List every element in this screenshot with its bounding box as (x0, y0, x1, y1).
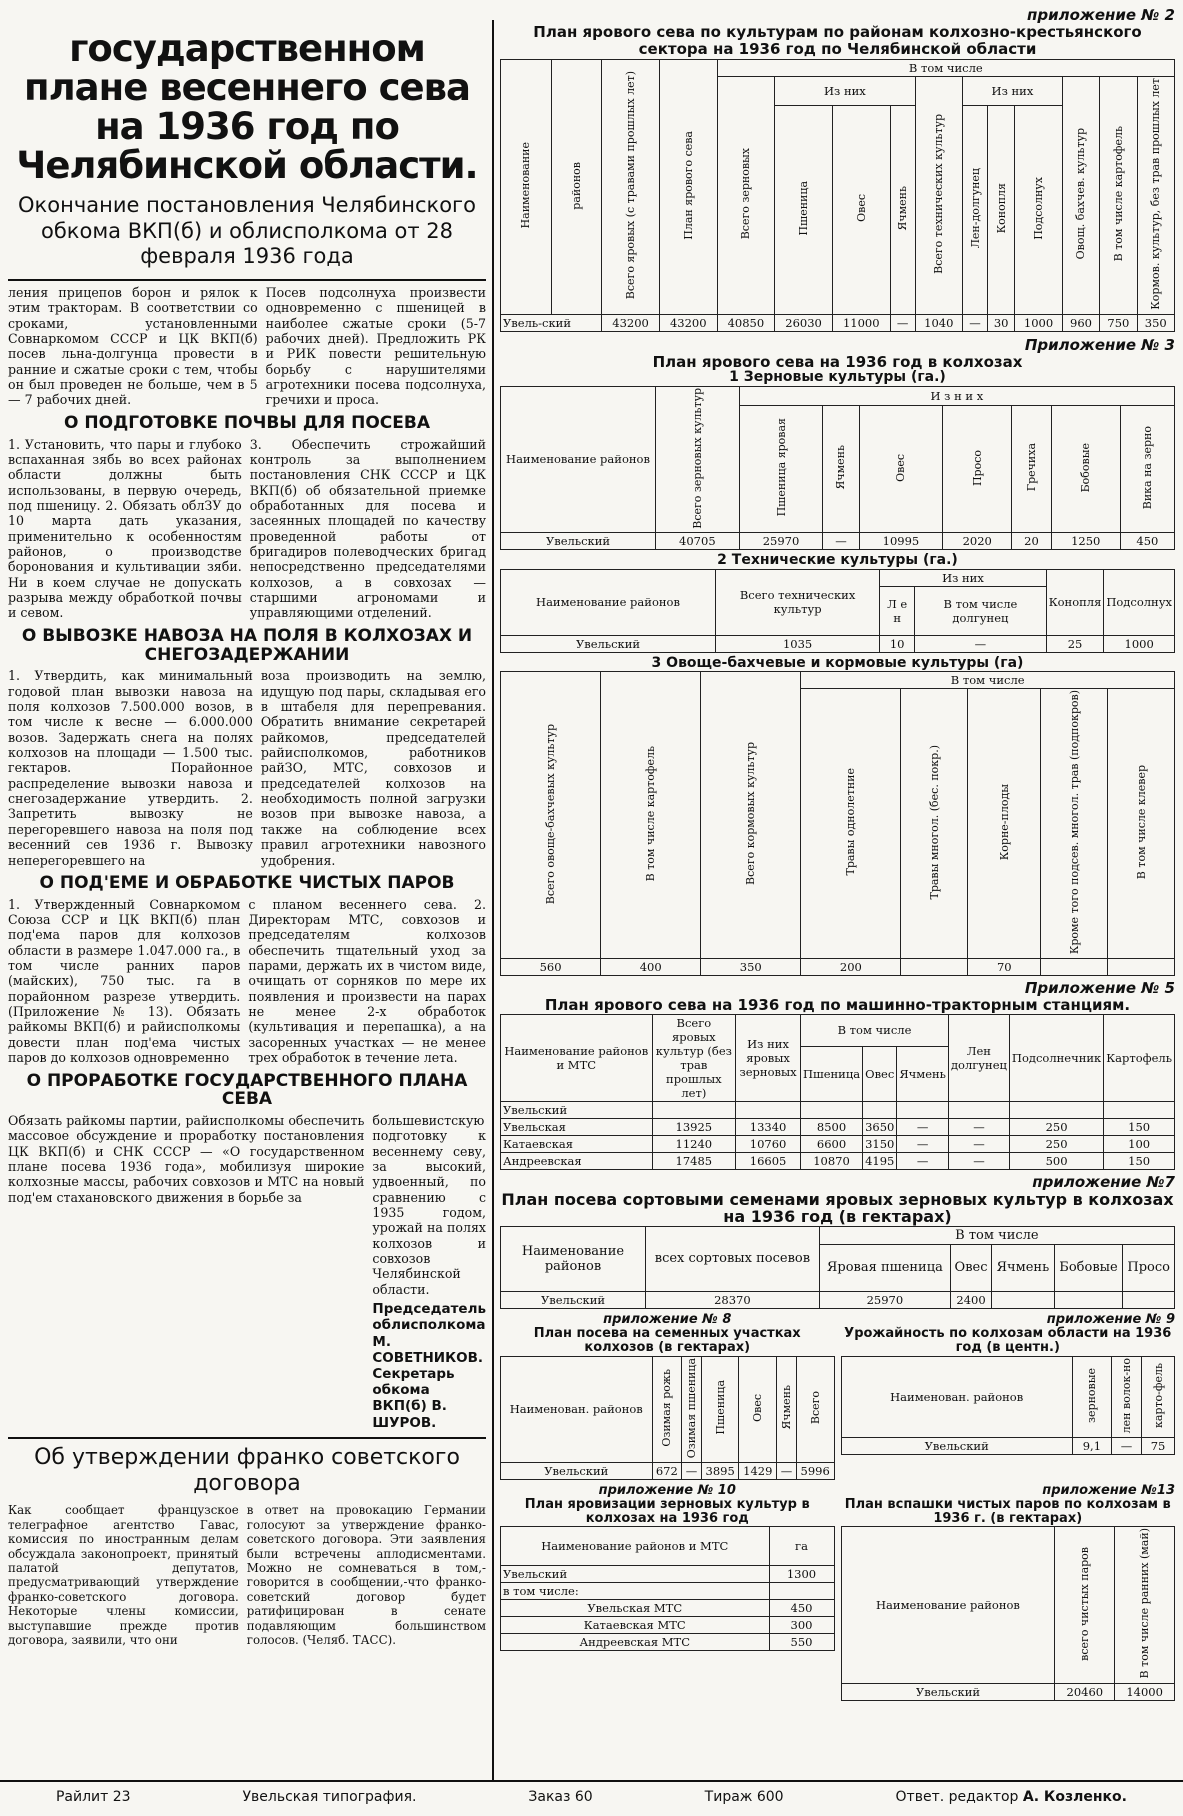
t3-header: Бобовые (1051, 405, 1120, 533)
t2-header: Овес (832, 105, 890, 314)
t3b-group: Из них (880, 569, 1047, 586)
table-10 (500, 1526, 835, 1651)
t2-header: Всего технических культур (915, 77, 963, 315)
table-row: Андреевская МТС 550 (501, 1634, 835, 1651)
editor-name: А. Козленко. (1022, 1789, 1127, 1805)
appendix-2-label: приложение № 2 (1027, 6, 1175, 24)
table-row: Увельский 40705 25970 — 10995 2020 20 1250 450 (501, 533, 1175, 550)
t7-header: Наименование районов (501, 1226, 646, 1291)
table-5 (500, 1014, 1175, 1170)
t8-header: Всего (796, 1356, 834, 1462)
appendix-5-label: Приложение № 5 (1024, 979, 1175, 998)
table-row: Увельский 1035 10 — 25 1000 (501, 635, 1175, 652)
section-title-plan: О ПРОРАБОТКЕ ГОСУДАРСТВЕННОГО ПЛАНА СЕВА (26, 1070, 468, 1110)
t13-header: Наименование районов (841, 1527, 1055, 1683)
table-2 (500, 59, 1175, 332)
table-3-sub-grain: 1 Зерновые культуры (га.) (729, 369, 946, 386)
table-7 (500, 1226, 1175, 1309)
t5-header: Овес (863, 1046, 897, 1101)
t3-header: Овес (859, 405, 943, 533)
t2-header: Конопля (988, 105, 1015, 314)
t3c-header: Всего овоще-бахчевых культур (501, 672, 601, 959)
t2-header: Всего зерновых (717, 77, 775, 315)
t8-header: Овес (739, 1356, 777, 1462)
table-row: Увельский 9,1 — 75 (841, 1437, 1175, 1454)
print-run: Тираж 600 (704, 1789, 784, 1805)
t13-header: В том числе ранних (май) (1115, 1527, 1175, 1683)
table-5-title: План ярового сева на 1936 год по машинно-тракторным станциям. (544, 996, 1131, 1015)
table-row: Андреевская 17485 16605 10870 4195 — — 500 150 (501, 1152, 1175, 1169)
t3-group: И з н и х (739, 386, 1174, 405)
t2-header: Лен-долгунец (963, 105, 988, 314)
table-row: Увельский 672 — 3895 1429 — 5996 (501, 1462, 835, 1479)
t9-header: зерновые (1072, 1356, 1111, 1437)
table-row: Увельский 20460 14000 (841, 1683, 1175, 1700)
t3-header: Наименование районов (501, 386, 656, 533)
table-row: Увельская МТС 450 (501, 1600, 835, 1617)
t2-group: Из них (963, 77, 1063, 106)
t5-header: Всего яровых культур (без трав прошлых лет) (652, 1014, 736, 1101)
imprint-footer (0, 1780, 1183, 1812)
t5-header: Ячмень (897, 1046, 949, 1101)
table-2-title: План ярового сева по культурам по районам колхозно-крестьянского сектора на 1936 год по Челябинской области (533, 23, 1142, 58)
subhead: Окончание постановления Челябинского обкома ВКП(б) и облисполкома от 28 февраля 1936 года (18, 193, 476, 268)
t8-header: Пшеница (701, 1356, 739, 1462)
t3-header: Ячмень (823, 405, 859, 533)
table-7-title: План посева сортовыми семенами яровых зерновых культур в колхозах на 1936 год (в гектарах) (501, 1189, 1174, 1227)
t2-header: План ярового сева (659, 60, 717, 315)
t3c-header: Всего кормовых культур (701, 672, 801, 959)
t5-group: В том числе (800, 1014, 948, 1046)
t5-header: Пшеница (800, 1046, 862, 1101)
t5-header: Наименование районов и МТС (501, 1014, 653, 1101)
table-8 (500, 1356, 835, 1480)
table-row: Увельская 13925 13340 8500 3650 — — 250 150 (501, 1118, 1175, 1135)
t3-header: Просо (943, 405, 1012, 533)
table-row: Увельский 1300 (501, 1566, 835, 1583)
t7-group: В том числе (819, 1226, 1174, 1244)
section-fallow-text-a: 1. Утвержденный Совнаркомом Союза ССР и ЦК ВКП(б) план под'ема паров для колхозов области в размере 1.047.000 га., в том числе ранних паров (майских), 750 тыс. га в порайонном разрезе утвердить. (Приложение № 13). Обязать райкомы ВКП(б) и райисполкомы довести план под'ема чистых паров до колхозов одновременно (8, 896, 241, 1066)
t10-header: Наименование районов и МТС (501, 1527, 770, 1566)
t8-header: Озимая рожь (652, 1356, 682, 1462)
t7-header: Просо (1123, 1244, 1175, 1291)
divider (8, 1437, 486, 1439)
censor-number: Райлит 23 (55, 1789, 131, 1805)
t3b-header: Наименование районов (501, 569, 716, 635)
news-text-a: Как сообщает французское телеграфное агентство Гавас, комиссия по иностранным делам обсуждала законопроект, принятый палатой депутатов, предусматривающий утверждение франко-советского договора. Некоторые члены комиссии, выступавшие прежде против договора, заявили, что они (8, 1503, 239, 1647)
signature-chairman: Председатель облисполкома М. СОВЕТНИКОВ. (372, 1301, 486, 1366)
t7-header: всех сортовых посевов (646, 1226, 820, 1291)
t3b-header: Л е н (880, 586, 915, 635)
t3b-header: Конопля (1046, 569, 1104, 635)
t5-header: Подсолнечник (1009, 1014, 1103, 1101)
table-row: Катаевская 11240 10760 6600 3150 — — 250 100 (501, 1135, 1175, 1152)
t2-group: В том числе (717, 60, 1174, 77)
intro-text-b: Посев подсолнуха произвести одновременно с пшеницей в наиболее сжатые сроки (5-7 рабочих дней). Предложить РК и РИК повести решительную борьбу с нарушителями агротехники посева подсолнуха, гречихи и проса. (265, 284, 486, 408)
t3c-header: Травы многол. (бес. покр.) (901, 689, 968, 959)
table-3-title: План ярового сева на 1936 год в колхозах (652, 352, 1023, 371)
t8-header: Наименован. районов (501, 1356, 653, 1462)
t5-header: Лен долгунец (948, 1014, 1009, 1101)
t2-header: Кормов. культур, без трав прошлых лет (1137, 77, 1174, 315)
t3b-header: Всего технических культур (716, 569, 880, 635)
t2-header: Всего яровых (с травами прошлых лет) (602, 60, 660, 315)
section-manure-text-a: 1. Утвердить, как минимальный годовой план вывозки навоза на поля колхозов 7.500.000 возов, в том числе к весне — 6.000.000 возов. Задержать снега на полях колхозов на площади — 1.500 тыс. гектаров. Порайонное распределение вывозки навоза и снегозадержание утвердить. 2. Запретить вывозку не перегоревшего навоза на поля под весенний сев 1936 г. Вывозку неперегоревшего на (8, 668, 253, 868)
t10-header: га (769, 1527, 834, 1566)
table-3-sub-veg: 3 Овоще-бахчевые и кормовые культуры (га) (651, 654, 1024, 671)
t2-group: Из них (775, 77, 915, 106)
table-row: Увельский 28370 25970 2400 (501, 1291, 1175, 1308)
t2-header: Овощ. бахчев. культур (1062, 77, 1099, 315)
table-row: в том числе: (501, 1583, 835, 1600)
section-plan-text-a: Обязать райкомы партии, райисполкомы обеспечить массовое обсуждение и проработку постановления ЦК ВКП(б) и СНК СССР — «О государственном плане посева 1936 года», мобилизуя широкие колхозные массы, рабочих совхозов и МТС на новый под'ем стахановского движения в борьбе за (8, 1112, 365, 1205)
table-8-title: План посева на семенных участках колхозов (в гектарах) (533, 1325, 801, 1356)
t8-header: Ячмень (777, 1356, 797, 1462)
t7-header: Овес (950, 1244, 991, 1291)
table-13-title: План вспашки чистых паров по колхозам в 1936 г. (в гектарах) (844, 1496, 1171, 1527)
t2-header: Пшеница (775, 105, 833, 314)
section-title-manure: О ВЫВОЗКЕ НАВОЗА НА ПОЛЯ В КОЛХОЗАХ И СНЕГОЗАДЕРЖАНИИ (21, 625, 473, 665)
headline: государственном плане весеннего сева на 1936 год по Челябинской области. (16, 27, 478, 187)
editor-label: Ответ. редактор (895, 1789, 1019, 1805)
appendix-9-label: приложение № 9 (1046, 1311, 1175, 1327)
table-3-grain (500, 386, 1175, 551)
table-row: Катаевская МТС 300 (501, 1617, 835, 1634)
t3c-header: Травы однолетние (801, 689, 901, 959)
signature-secretary: Секретарь обкома ВКП(б) В. ШУРОВ. (372, 1365, 455, 1431)
t9-header: лен волок-но (1111, 1356, 1141, 1437)
t5-header: Картофель (1104, 1014, 1175, 1101)
right-column (500, 6, 1175, 1776)
t7-header: Яровая пшеница (819, 1244, 950, 1291)
table-3-tech (500, 569, 1175, 653)
appendix-7-label: приложение №7 (1032, 1172, 1175, 1191)
column-divider (492, 20, 494, 1780)
divider (8, 279, 486, 281)
section-fallow-text-b: с планом весеннего сева. 2. Директорам МТС, совхозов и председателям колхозов обеспечить тщательный уход за парами, держать их в чистом виде, очищать от сорняков по мере их появления и произвести на парах не менее 2-х обработок (культивация и перепашка), а на засоренных участках — не менее трех обработок в течение лета. (248, 896, 486, 1066)
section-soil-text-a: 1. Установить, что пары и глубоко вспаханная зябь во всех районах области должны быть использованы, в первую очередь, под пшеницу. 2. Обязать облЗУ до 10 марта дать указания, применительно к особенностям районов, о производстве боронования и культивации зяби. Ни в коем случае не допускать разрыва между обработкой почвы и севом. (8, 436, 242, 621)
t9-header: Наименован. районов (841, 1356, 1072, 1437)
table-9 (841, 1356, 1176, 1455)
appendix-10-label: приложение № 10 (598, 1482, 736, 1498)
t3c-header: Корне-плоды (968, 689, 1041, 959)
intro-text-a: ления прицепов борон и рялок к этим тракторам. В соответствии со сроками, установленными Совнаркомом СССР и ЦК ВКП(б) посев льна-долгунца провести в ранние и сжатые сроки с тем, чтобы он был проведен не больше, чем в 5 — 7 рабочих дней. (8, 284, 258, 408)
table-row: Увель-ский 43200 43200 40850 26030 11000 — 1040 — 30 1000 960 750 350 (501, 314, 1175, 331)
table-10-title: План яровизации зерновых культур в колхозах на 1936 год (524, 1496, 810, 1527)
t3-header: Вика на зерно (1120, 405, 1174, 533)
t13-header: всего чистых паров (1055, 1527, 1115, 1683)
t2-header: районов (551, 60, 602, 315)
t3-header: Пшеница яровая (739, 405, 823, 533)
section-manure-text-b: воза производить на землю, идущую под пары, складывая его в штабеля для перепревания. Обратить внимание секретарей райкомов, председателей райисполкомов, работников райЗО, МТС, совхозов и председателей колхозов на необходимость полной загрузки возов при вывозке навоза, а также на соблюдение всех правил агротехники навозного удобрения. (260, 668, 486, 868)
t2-header: Подсолнух (1015, 105, 1063, 314)
section-plan-text-b: большевистскую подготовку к весеннему севу, за высокий, удвоенный, по сравнению с 1935 годом, урожай на полях колхозов и совхозов Челябинской области. (372, 1112, 486, 1297)
editor (896, 1789, 1127, 1805)
t3b-header: Подсолнух (1104, 569, 1175, 635)
t3c-header: В том числе клевер (1108, 689, 1175, 959)
t2-header: Ячмень (890, 105, 915, 314)
t3b-header: В том числе долгунец (915, 586, 1047, 635)
t3c-group: В том числе (801, 672, 1175, 689)
section-title-soil: О ПОДГОТОВКЕ ПОЧВЫ ДЛЯ ПОСЕВА (64, 412, 430, 433)
t8-header: Озимая пшеница (682, 1356, 702, 1462)
news-text-b: в ответ на провокацию Германии голосуют за утверждение франко-советского договора. Эти заявления были встречены аплодисментами. Можно не сомневаться в том,-говорится в сообщении,-что франко-советский договор будет ратифицирован в сенате подавляющим большинством голосов. (Челяб. ТАСС). (246, 1503, 486, 1647)
t7-header: Ячмень (992, 1244, 1055, 1291)
appendix-3-label: Приложение № 3 (1024, 335, 1175, 354)
t5-header: Из них яровых зерновых (736, 1014, 801, 1101)
printing-house: Увельская типография. (242, 1789, 417, 1805)
left-column (8, 6, 486, 1776)
table-3-veg (500, 671, 1175, 976)
t2-header: Наименование (501, 60, 552, 315)
t3-header: Всего зерновых культур (656, 386, 740, 533)
t7-header: Бобовые (1054, 1244, 1123, 1291)
table-row: Увельский (501, 1101, 1175, 1118)
t2-header: В том числе картофель (1100, 77, 1137, 315)
t3c-header: Кроме того подсев. многол. трав (подпокров) (1041, 689, 1108, 959)
news-title: Об утверждении франко советского договора (34, 1444, 460, 1497)
table-row: 560 400 350 200 70 (501, 959, 1175, 976)
table-13 (841, 1526, 1176, 1700)
t3c-header: В том числе картофель (601, 672, 701, 959)
t9-header: карто-фель (1142, 1356, 1175, 1437)
table-9-title: Урожайность по колхозам области на 1936 год (в центн.) (844, 1325, 1172, 1356)
appendix-13-label: приложение №13 (1042, 1482, 1175, 1498)
section-soil-text-b: 3. Обеспечить строжайший контроль за выполнением постановления СНК СССР и ЦК ВКП(б) об обязательной приемке обработанных для посева и засеянных площадей по качеству проведенной работы от бригадиров полеводческих бригад непосредственно председателями колхозов, а в совхозах — старшими агрономами и управляющими отделений. (249, 436, 486, 621)
table-3-sub-tech: 2 Технические культуры (га.) (717, 552, 958, 569)
order-number: Заказ 60 (528, 1789, 593, 1805)
section-title-fallow: О ПОД'ЕМЕ И ОБРАБОТКЕ ЧИСТЫХ ПАРОВ (39, 872, 455, 893)
appendix-8-label: приложение № 8 (603, 1311, 732, 1327)
t3-header: Гречиха (1012, 405, 1052, 533)
